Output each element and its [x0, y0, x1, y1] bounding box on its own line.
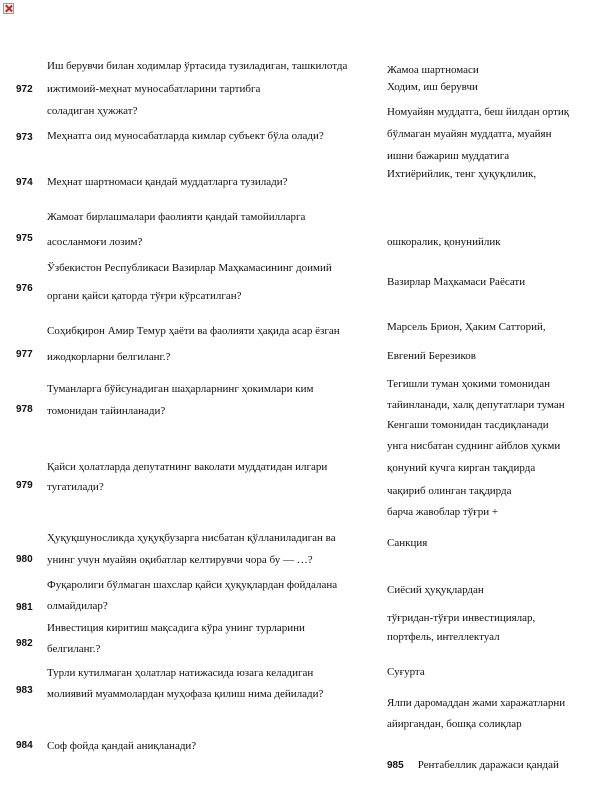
question-text: Ўзбекистон Республикаси Вазирлар Маҳкамасининг доимий — [47, 262, 332, 274]
answer-text: ошкоралик, қонунийлик — [387, 236, 501, 248]
question-text: олмайдилар? — [47, 600, 108, 612]
question-text: Туманларга бўйсунадиган шаҳарларнинг ҳокимлари ким — [47, 383, 314, 395]
question-text: Меҳнатга оид муносабатларда кимлар субъект бўла олади? — [47, 130, 324, 142]
question-number: 976 — [16, 283, 33, 294]
question-number: 975 — [16, 233, 33, 244]
answer-text: Номуайян муддатга, беш йилдан ортиқ — [387, 106, 570, 118]
question-text: белгиланг.? — [47, 643, 101, 655]
answer-text: Сиёсий ҳуқуқлардан — [387, 584, 484, 596]
answer-text: унга нисбатан суднинг айблов ҳукми — [387, 440, 561, 452]
question-text: Фуқаролиги бўлмаган шахслар қайси ҳуқуқлардан фойдалана — [47, 579, 338, 591]
question-number: 982 — [16, 638, 33, 649]
question-number: 974 — [16, 177, 33, 188]
question-text: Рентабеллик даражаси қандай — [417, 759, 559, 771]
question-text: ижодкорларни белгиланг.? — [47, 351, 171, 363]
answer-text: Ихтиёрийлик, тенг ҳуқуқлилик, — [387, 168, 537, 180]
answer-text: тўғридан-тўғри инвестициялар, — [387, 612, 536, 624]
question-number: 980 — [16, 554, 33, 565]
question-text: органи қайси қаторда тўғри кўрсатилган? — [47, 290, 242, 302]
answer-text: Марсель Брион, Ҳаким Сатторий, — [387, 321, 546, 333]
question-text: Иш берувчи билан ходимлар ўртасида тузиладиган, ташкилотда — [47, 60, 348, 72]
question-text: Ҳуқуқшуносликда ҳуқуқбузарга нисбатан қўлланиладиган ва — [47, 532, 336, 544]
question-number: 979 — [16, 480, 33, 491]
question-text: соладиган ҳужжат? — [47, 105, 138, 117]
question-number: 973 — [16, 132, 33, 143]
answer-text: Ходим, иш берувчи — [387, 81, 478, 93]
question-text: ижтимоий-меҳнат муносабатларини тартибга — [47, 83, 261, 95]
question-row — [387, 759, 559, 772]
question-number: 981 — [16, 602, 33, 613]
answer-text: Евгений Березиков — [387, 350, 476, 362]
question-number: 977 — [16, 349, 33, 360]
question-text: унинг учун муайян оқибатлар келтирувчи чора бу — …? — [47, 554, 313, 566]
answer-text: Вазирлар Маҳкамаси Раёсати — [387, 276, 526, 288]
question-text: асосланмоғи лозим? — [47, 236, 143, 248]
answer-text: ишни бажариш муддатига — [387, 150, 510, 162]
answer-text: бўлмаган муайян муддатга, муайян — [387, 128, 552, 140]
answer-text: Тегишли туман ҳокими томонидан — [387, 378, 550, 390]
answer-text: қонуний кучга кирган тақдирда — [387, 462, 536, 474]
question-text: Жамоат бирлашмалари фаолияти қандай тамойилларга — [47, 211, 306, 223]
question-text: Инвестиция киритиш мақсадига кўра унинг турларини — [47, 622, 305, 634]
answer-text: айиргандан, бошқа солиқлар — [387, 718, 522, 730]
answer-text: чақириб олинган тақдирда — [387, 485, 512, 497]
answer-text: тайинланади, халқ депутатлари туман — [387, 399, 565, 411]
answer-text: барча жавоблар тўғри + — [387, 506, 499, 518]
question-text: тугатилади? — [47, 481, 104, 493]
answer-text: Кенгаши томонидан тасдиқланади — [387, 419, 549, 431]
answer-text: Санкция — [387, 537, 428, 549]
question-number: 978 — [16, 404, 33, 415]
question-number: 983 — [16, 685, 33, 696]
question-text: томонидан тайинланади? — [47, 405, 166, 417]
question-number: 985 — [387, 760, 404, 771]
question-text: молиявий муаммолардан муҳофаза қилиш нима дейилади? — [47, 688, 324, 700]
question-text: Меҳнат шартномаси қандай муддатларга тузилади? — [47, 176, 288, 188]
question-number: 972 — [16, 84, 33, 95]
answer-text: портфель, интеллектуал — [387, 631, 500, 643]
question-text: Турли кутилмаган ҳолатлар натижасида юзага келадиган — [47, 667, 314, 679]
answer-text: Суғурта — [387, 666, 425, 678]
answer-text: Жамоа шартномаси — [387, 64, 479, 76]
question-text: Соф фойда қандай аниқланади? — [47, 740, 197, 752]
question-number: 984 — [16, 740, 33, 751]
question-text: Соҳибқирон Амир Темур ҳаёти ва фаолияти ҳақида асар ёзган — [47, 325, 340, 337]
answer-text: Ялпи даромаддан жами харажатларни — [387, 697, 566, 709]
question-text: Қайси ҳолатларда депутатнинг ваколати муддатидан илгари — [47, 461, 328, 473]
broken-image-icon — [3, 3, 14, 14]
